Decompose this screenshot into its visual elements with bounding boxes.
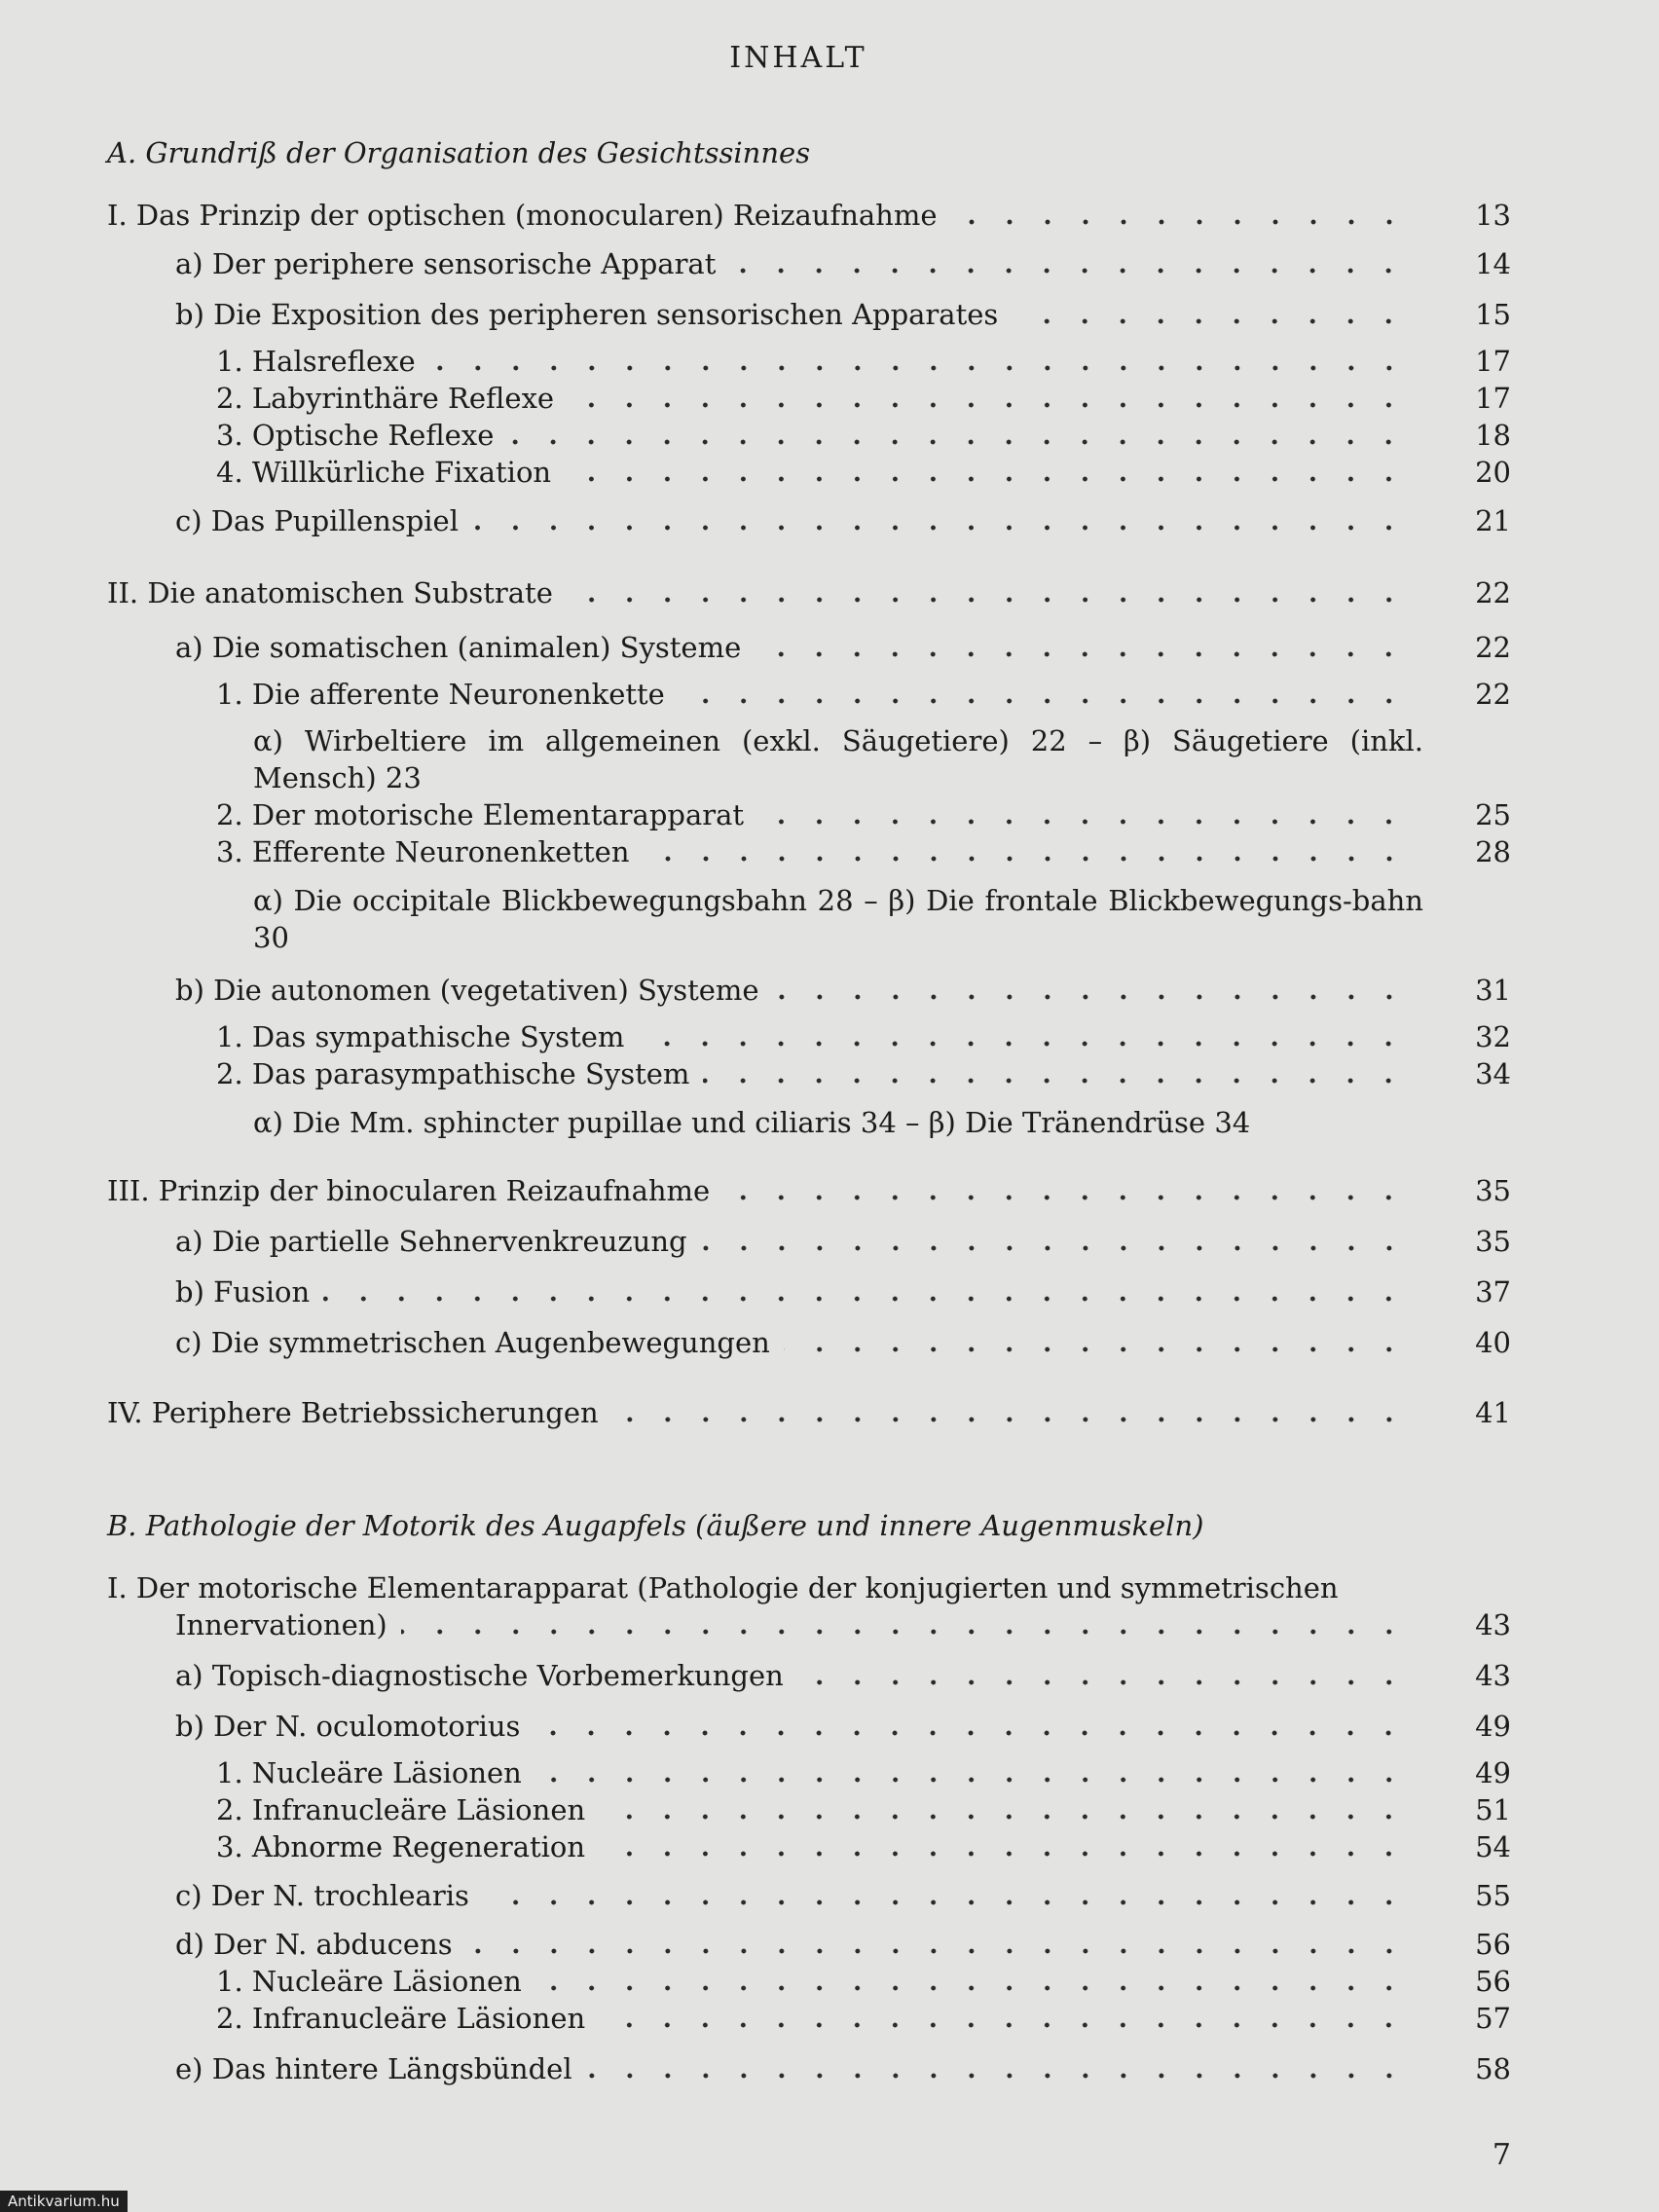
toc-entry: 3. Efferente Neuronenketten 28 bbox=[216, 835, 1511, 868]
toc-entry: 1. Nucleäre Läsionen 56 bbox=[216, 1965, 1511, 1998]
toc-entry: b) Die autonomen (vegetativen) Systeme 31 bbox=[175, 974, 1511, 1007]
toc-entry: 4. Willkürliche Fixation 20 bbox=[216, 456, 1511, 489]
toc-entry: b) Fusion 37 bbox=[175, 1275, 1511, 1309]
toc-entry: 2. Labyrinthäre Reflexe 17 bbox=[216, 382, 1511, 415]
toc-entry: II. Die anatomischen Substrate 22 bbox=[107, 576, 1511, 609]
toc-entry: IV. Periphere Betriebssicherungen 41 bbox=[107, 1396, 1511, 1429]
toc-entry: c) Das Pupillenspiel 21 bbox=[175, 504, 1511, 537]
toc-entry: c) Der N. trochlearis 55 bbox=[175, 1879, 1511, 1912]
toc-entry: b) Der N. oculomotorius 49 bbox=[175, 1710, 1511, 1743]
toc-subnote: α) Die occipitale Blickbewegungsbahn 28 – β) Die frontale Blickbewegungs-bahn 30 bbox=[253, 884, 1423, 954]
toc-entry: b) Die Exposition des peripheren sensorischen Apparates 15 bbox=[175, 298, 1511, 331]
toc-entry: 2. Infranucleäre Läsionen 57 bbox=[216, 2002, 1511, 2035]
toc-entry: 1. Halsreflexe 17 bbox=[216, 345, 1511, 378]
toc-entry: 1. Die afferente Neuronenkette 22 bbox=[216, 678, 1511, 711]
toc-entry: a) Der periphere sensorische Apparat 14 bbox=[175, 247, 1511, 280]
toc-entry: a) Die somatischen (animalen) Systeme 22 bbox=[175, 631, 1511, 664]
toc-entry: d) Der N. abducens 56 bbox=[175, 1928, 1511, 1961]
page-title: INHALT bbox=[729, 41, 867, 75]
toc-entry: 1. Das sympathische System 32 bbox=[216, 1020, 1511, 1053]
toc-entry: a) Topisch-diagnostische Vorbemerkungen 43 bbox=[175, 1659, 1511, 1692]
toc-entry-heading: I. Der motorische Elementarapparat (Pathologie der konjugierten und symmetrischen bbox=[0, 1569, 1659, 1606]
toc-entry: 2. Infranucleäre Läsionen 51 bbox=[216, 1793, 1511, 1826]
toc-subnote: α) Wirbeltiere im allgemeinen (exkl. Säugetiere) 22 – β) Säugetiere (inkl. Mensch) 23 bbox=[253, 724, 1423, 794]
toc-subnote: α) Die Mm. sphincter pupillae und ciliaris 34 – β) Die Tränendrüse 34 bbox=[253, 1106, 1251, 1139]
toc-entry: Innervationen) 43 bbox=[175, 1608, 1511, 1641]
toc-entry: c) Die symmetrischen Augenbewegungen 40 bbox=[175, 1326, 1511, 1359]
toc-entry: 3. Abnorme Regeneration 54 bbox=[216, 1830, 1511, 1863]
toc-entry: 3. Optische Reflexe 18 bbox=[216, 419, 1511, 452]
toc-entry: 2. Das parasympathische System 34 bbox=[216, 1057, 1511, 1090]
toc-entry: 2. Der motorische Elementarapparat 25 bbox=[216, 798, 1511, 831]
section-heading-b: B. Pathologie der Motorik des Augapfels (äußere und innere Augenmuskeln) bbox=[107, 1509, 1204, 1542]
toc-entry: 1. Nucleäre Läsionen 49 bbox=[216, 1756, 1511, 1789]
watermark-label: Antikvarium.hu bbox=[0, 2191, 128, 2212]
toc-entry: e) Das hintere Längsbündel 58 bbox=[175, 2052, 1511, 2085]
section-heading-a: A. Grundriß der Organisation des Gesichtssinnes bbox=[107, 136, 811, 169]
toc-entry: a) Die partielle Sehnervenkreuzung 35 bbox=[175, 1225, 1511, 1258]
page-number: 7 bbox=[1492, 2138, 1511, 2172]
toc-entry: I. Das Prinzip der optischen (monocularen) Reizaufnahme 13 bbox=[107, 199, 1511, 232]
toc-entry: III. Prinzip der binocularen Reizaufnahme 35 bbox=[107, 1174, 1511, 1207]
